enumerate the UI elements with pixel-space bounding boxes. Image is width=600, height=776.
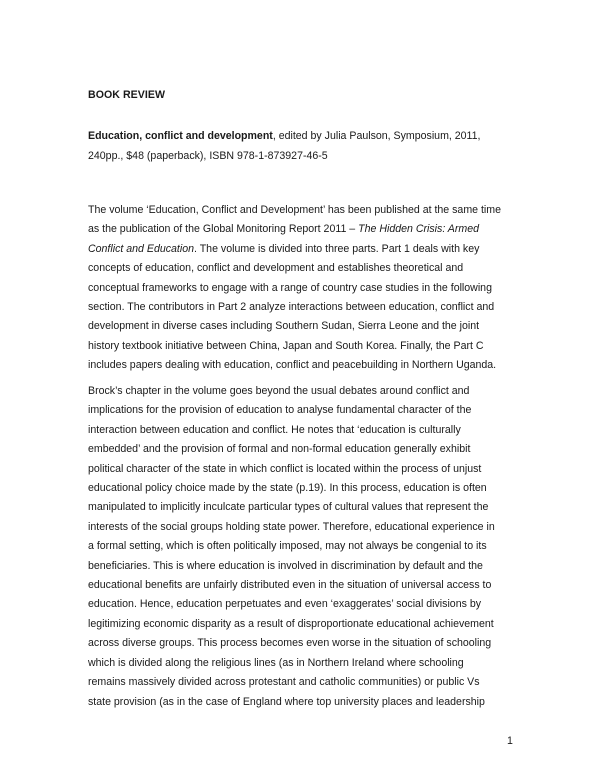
text-line	[88, 240, 528, 259]
text-line: political character of the state in which conflict is located within the process of unjust	[88, 462, 482, 475]
text-line: state provision (as in the case of England where top university places and leadership	[88, 695, 485, 708]
text-line: manipulated to implicitly inculcate particular types of cultural values that represent the	[88, 501, 489, 514]
text-span: as the publication of the Global Monitoring Report 2011 –	[88, 223, 359, 236]
text-line: concepts of education, conflict and development and establishes theoretical and	[88, 262, 464, 275]
citation-details-2: 240pp., $48 (paperback), ISBN 978-1-873927-46-5	[88, 149, 328, 162]
text-line: interaction between education and conflict. He notes that ‘education is culturally	[88, 423, 461, 436]
text-line: section. The contributors in Part 2 analyze interactions between education, conflict and	[88, 301, 495, 314]
text-line: development in diverse cases including Southern Sudan, Sierra Leone and the joint	[88, 320, 480, 333]
text-line: history textbook initiative between China, Japan and South Korea. Finally, the Part C	[88, 339, 484, 352]
text-line: a formal setting, which is often politically imposed, may not always be congenial to its	[88, 540, 487, 553]
report-title-italic: Conflict and Education	[88, 242, 195, 255]
citation-line-1	[88, 127, 528, 147]
text-line: interests of the social groups holding state power. Therefore, educational experience in	[88, 520, 495, 533]
section-title: BOOK REVIEW	[88, 89, 166, 101]
text-line: Brock’s chapter in the volume goes beyond the usual debates around conflict and	[88, 385, 470, 397]
text-line	[88, 220, 528, 239]
text-line: embedded’ and the provision of formal and non-formal education generally exhibit	[88, 443, 471, 456]
text-line: The volume ‘Education, Conflict and Development’ has been published at the same time	[88, 204, 502, 216]
page-number: 1	[507, 735, 513, 747]
text-span: . The volume is divided into three parts. Part 1 deals with key	[194, 242, 480, 255]
citation-details-1: , edited by Julia Paulson, Symposium, 2011,	[272, 130, 481, 142]
text-line: includes papers dealing with education, conflict and peacebuilding in Northern Uganda.	[88, 359, 497, 372]
text-line: legitimizing economic disparity as a result of disproportionate educational achievement	[88, 617, 494, 630]
text-line: conceptual frameworks to engage with a range of country case studies in the following	[88, 281, 492, 294]
text-line: remains massively divided across protestant and catholic communities) or public Vs	[88, 676, 480, 689]
text-line: across diverse groups. This process becomes even worse in the situation of schooling	[88, 637, 492, 650]
text-line: educational benefits are unfairly distributed even in the situation of universal access to	[88, 579, 492, 592]
paragraph-intro	[88, 201, 528, 376]
text-line: educational policy choice made by the state (p.19). In this process, education is often	[88, 482, 487, 495]
report-title-italic: The Hidden Crisis: Armed	[358, 223, 480, 236]
book-title: Education, conflict and development	[88, 130, 273, 142]
book-citation	[88, 127, 528, 166]
text-line: which is divided along the religious lines (as in Northern Ireland where schooling	[88, 656, 464, 669]
paragraph-brock-chapter	[88, 382, 528, 712]
text-line: implications for the provision of education to analyse fundamental character of the	[88, 404, 472, 417]
text-line: education. Hence, education perpetuates and even ‘exaggerates’ social divisions by	[88, 598, 482, 611]
text-line: beneficiaries. This is where education is involved in discrimination by default and the	[88, 559, 483, 572]
